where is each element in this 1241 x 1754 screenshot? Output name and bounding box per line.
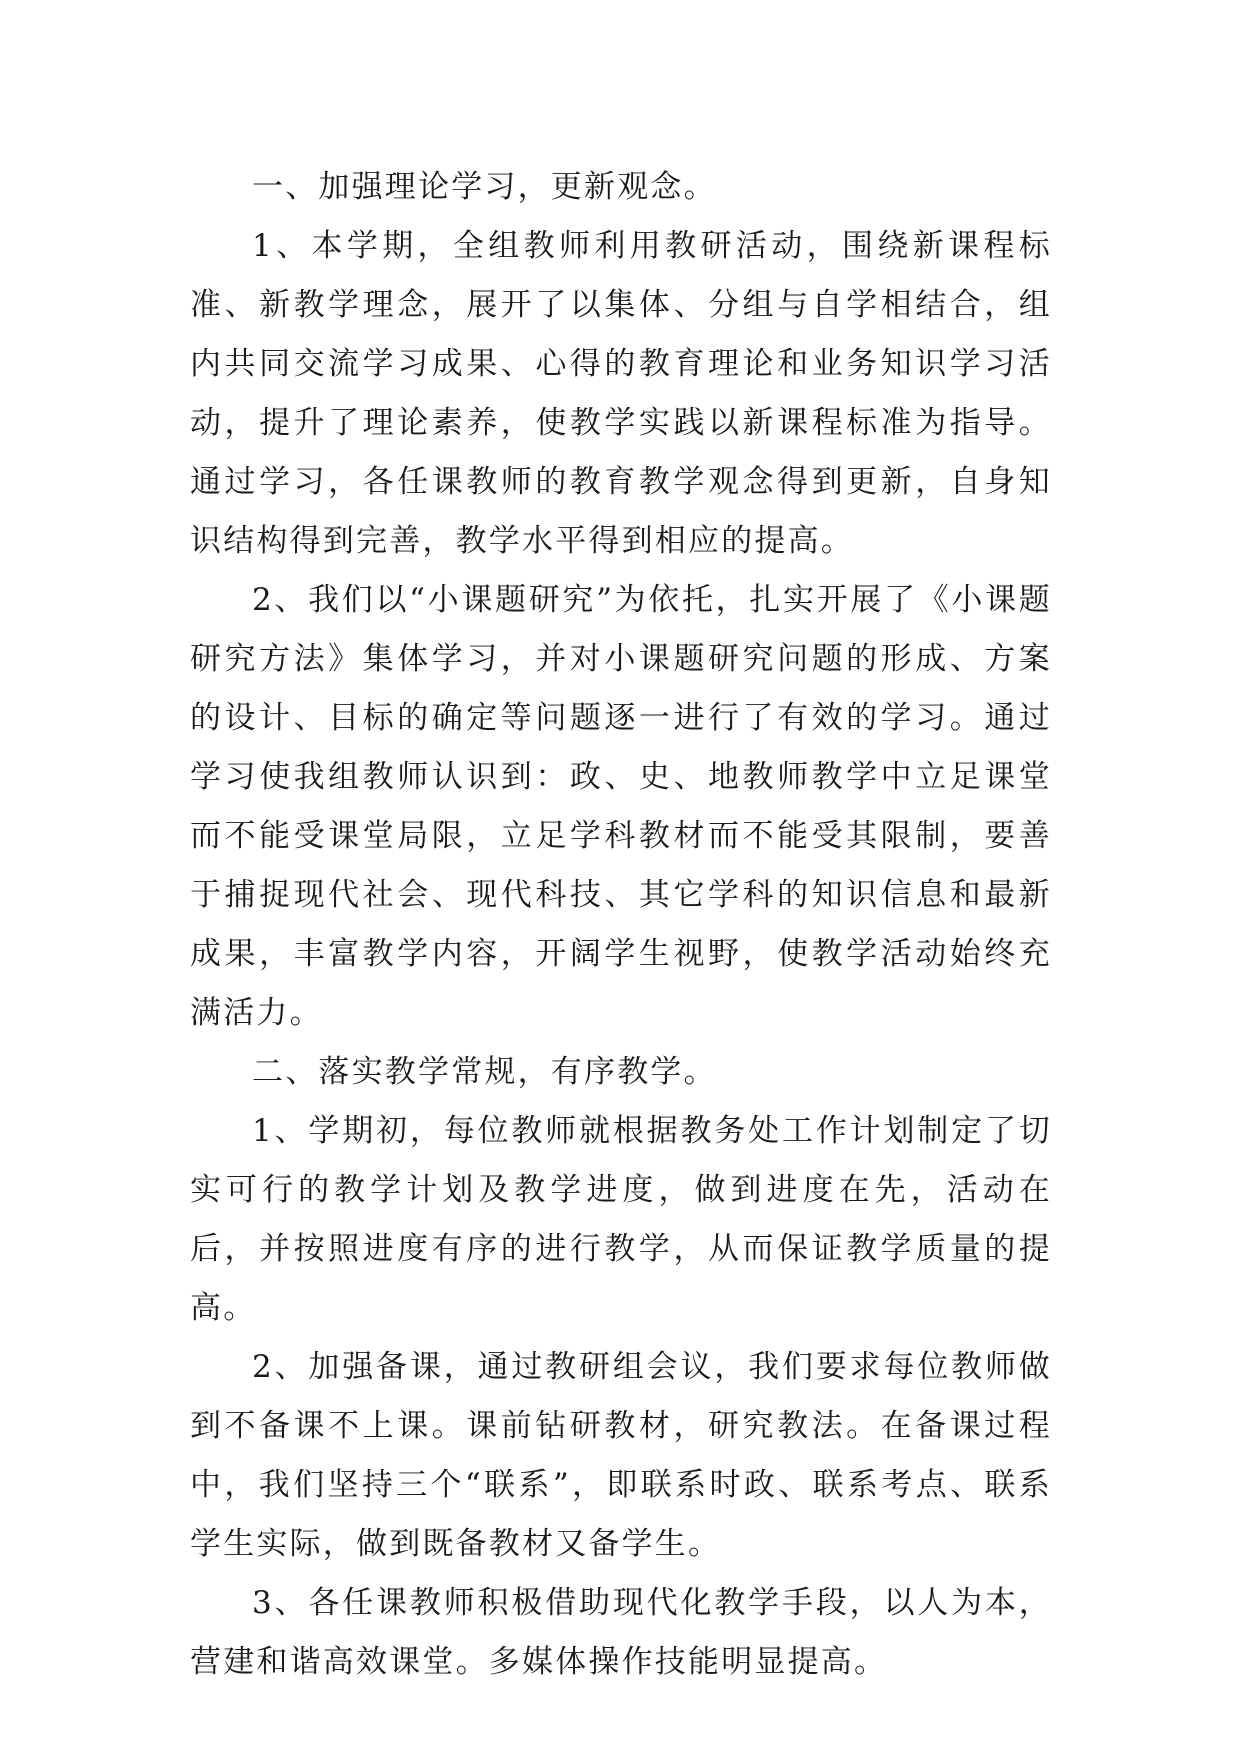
section-heading-2: 二、落实教学常规，有序教学。 (252, 1054, 717, 1090)
paragraph-1-2: 2、我们以“小课题研究”为依托，扎实开展了《小课题研究方法》集体学习，并对小课题研究问题的形成、方案的设计、目标的确定等问题逐一进行了有效的学习。通过学习使我组教师认识到：政、史、地教师教学中立足课堂而不能受课堂局限，立足学科教材而不能受其限制，要善于捕捉现代社会、现代科技、其它学科的知识信息和最新成果，丰富教学内容，开阔学生视野，使教学活动始终充满活力。 (190, 582, 1052, 1031)
document-body (190, 158, 1052, 1692)
paragraph-2-1: 1、学期初，每位教师就根据教务处工作计划制定了切实可行的教学计划及教学进度，做到进度在先，活动在后，并按照进度有序的进行教学，从而保证教学质量的提高。 (190, 1113, 1052, 1326)
paragraph-2-3: 3、各任课教师积极借助现代化教学手段，以人为本，营建和谐高效课堂。多媒体操作技能明显提高。 (190, 1585, 1052, 1680)
paragraph-1-1: 1、本学期，全组教师利用教研活动，围绕新课程标准、新教学理念，展开了以集体、分组与自学相结合，组内共同交流学习成果、心得的教育理论和业务知识学习活动，提升了理论素养，使教学实践以新课程标准为指导。通过学习，各任课教师的教育教学观念得到更新，自身知识结构得到完善，教学水平得到相应的提高。 (190, 228, 1052, 559)
paragraph-2-2: 2、加强备课，通过教研组会议，我们要求每位教师做到不备课不上课。课前钻研教材，研究教法。在备课过程中，我们坚持三个“联系”，即联系时政、联系考点、联系学生实际，做到既备教材又备学生。 (190, 1349, 1052, 1562)
section-heading-1: 一、加强理论学习，更新观念。 (252, 169, 717, 205)
